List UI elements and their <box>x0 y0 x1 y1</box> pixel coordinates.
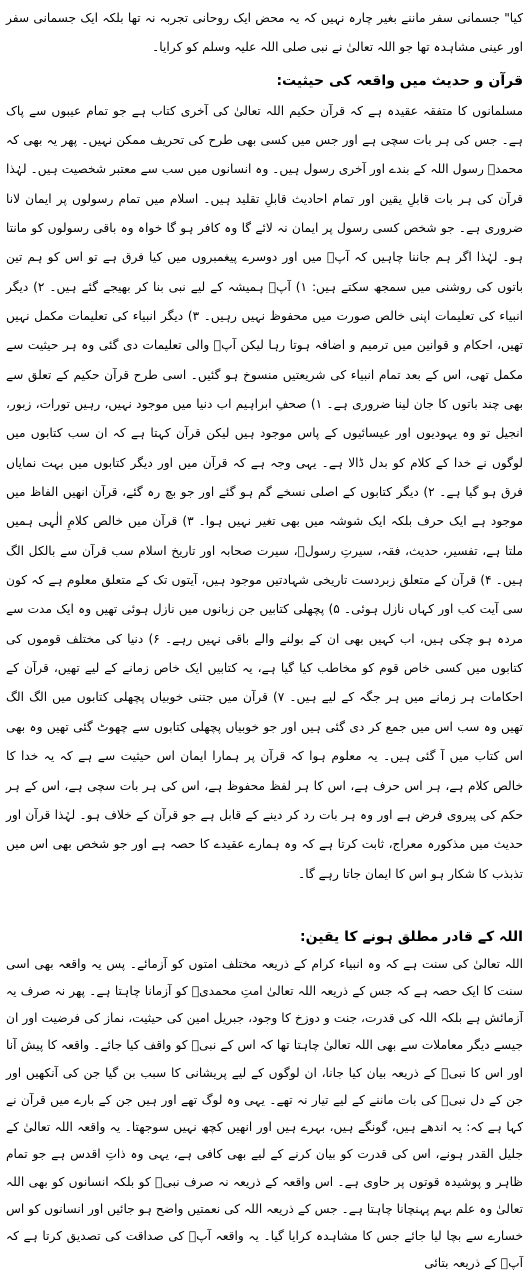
section-body-allah-omnipotent: اللہ تعالیٰ کی سنت ہے کہ وہ انبیاء کرام کے ذریعہ مختلف امتوں کو آزمائے۔ پس یہ واقعہ بھی اسی سنت کا ایک حصہ ہے کہ جس کے ذریعہ اللہ تعالیٰ امتِ محمدیؐ کو آزمانا چاہتا ہے۔ پھر نہ صرف یہ آزمائش ہے بلکہ اللہ کی قدرت، جنت و دوزخ کا وجود، جبریل امین کی حیثیت، نماز کی فرضیت اور ان جیسے دیگر معاملات سے بھی اللہ تعالیٰ چاہتا تھا کہ اس کے نبیؐ کو واقف کیا جائے۔ واقعہ کا پیش آنا اور اس کا نبیؐ کے ذریعہ بیان کیا جانا، ان لوگوں کے لیے پریشانی کا سبب بن گیا جن کی آنکھیں اور جن کے دل نبیؐ کی بات ماننے کے لیے تیار نہ تھے۔ یہی وہ لوگ تھے اور ہیں جن کے بارے میں قرآن نے کہا ہے کہ: یہ اندھے ہیں، گونگے ہیں، بہرے ہیں اور انھیں کچھ نہیں سوجھتا۔ یہ واقعہ اللہ تعالیٰ کے جلیل القدر ہونے، اس کی قدرت کو بیان کرنے کے لیے بھی کافی ہے، یہی وہ ذاتِ اقدس ہے جو تمام ظاہر و پوشیدہ قوتوں پر حاوی ہے۔ اس واقعہ کے ذریعہ نہ صرف نبیؐ کو بلکہ انسانوں کو بھی اللہ تعالیٰ وہ علم بہم پہنچانا چاہتا ہے۔ جس کے ذریعہ اللہ کی نعمتیں واضح ہو جائیں اور انسانوں کو اس خسارے سے بچا لیا جائے جس کا مشاہدہ کرایا گیا۔ یہ واقعہ آپؐ کی صداقت کی تصدیق کرتا ہے کہ آپؐ کے ذریعہ بتائی <box>6 956 523 1271</box>
section-body-quran-hadith: مسلمانوں کا متفقہ عقیدہ ہے کہ قرآن حکیم اللہ تعالیٰ کی آخری کتاب ہے جو تمام عیبوں سے پاک ہے۔ جس کی ہر بات سچی ہے اور جس میں کسی بھی طرح کی تحریف ممکن نہیں۔ پھر یہ بھی کہ محمدؐ رسول اللہ کے بندے اور آخری رسول ہیں۔ وہ انسانوں میں سب سے معتبر شخصیت ہیں۔ لہٰذا قرآن کی ہر بات قابلِ یقین اور تمام احادیث قابلِ تقلید ہیں۔ اسلام میں تمام رسولوں پر ایمان لانا ضروری ہے۔ جو شخص کسی رسول پر ایمان نہ لائے گا وہ کافر ہو گا خواہ وہ باقی رسولوں کو مانتا ہو۔ لہٰذا اگر ہم جاننا چاہیں کہ آپؐ میں اور دوسرے پیغمبروں میں کیا فرق ہے تو اس کو ہم تین باتوں کی روشنی میں سمجھ سکتے ہیں: ۱) آپؐ ہمیشہ کے لیے نبی بنا کر بھیجے گئے ہیں۔ ۲) دیگر انبیاء کی تعلیمات اپنی خالص صورت میں محفوظ نہیں رہیں۔ ۳) دیگر انبیاء کی تعلیمات مکمل نہیں تھیں، احکام و قوانین میں ترمیم و اضافہ ہوتا رہا لیکن آپؐ والی تعلیمات دی گئی وہ ہر حیثیت سے مکمل تھی، اس کے بعد تمام انبیاء کی شریعتیں منسوخ ہو گئیں۔ اسی طرح قرآن حکیم کے تعلق سے بھی چند باتوں کا جان لینا ضروری ہے۔ ۱) صحفِ ابراہیم اب دنیا میں موجود نہیں، رہیں تورات، زبور، انجیل تو وہ یہودیوں اور عیسائیوں کے پاس موجود ہیں لیکن قرآن کہتا ہے کہ ان سب کتابوں میں لوگوں نے خدا کے کلام کو بدل ڈالا ہے۔ یہی وجہ ہے کہ قرآن میں اور دیگر کتابوں میں بہت نمایاں فرق ہو گیا ہے۔ ۲) دیگر کتابوں کے اصلی نسخے گم ہو گئے اور جو بچ رہ گئے، قرآن انھیں الفاظ میں موجود ہے ایک حرف بلکہ ایک شوشہ میں بھی تغیر نہیں ہوا۔ ۳) قرآن میں خالص کلامِ الٰہی ہمیں ملتا ہے، تفسیر، حدیث، فقہ، سیرتِ رسولؐ، سیرت صحابہ اور تاریخ اسلام سب قرآن سے بالکل الگ ہیں۔ ۴) قرآن کے متعلق زبردست تاریخی شہادتیں موجود ہیں، آیتوں تک کے متعلق معلوم ہے کہ کون سی آیت کب اور کہاں نازل ہوئی۔ ۵) پچھلی کتابیں جن زبانوں میں نازل ہوئی تھیں وہ ایک مدت سے مردہ ہو چکی ہیں، اب کہیں بھی ان کے بولنے والے باقی نہیں رہے۔ ۶) دنیا کی مختلف قوموں کی کتابوں میں کسی خاص قوم کو مخاطب کیا گیا ہے، یہ کتابیں ایک خاص زمانے کے لیے تھیں، قرآن کے احکامات ہر زمانے میں ہر جگہ کے لیے ہیں۔ ۷) قرآن میں جتنی خوبیاں پچھلی کتابوں میں الگ الگ تھیں وہ سب اس میں جمع کر دی گئی ہیں اور جو خوبیاں پچھلی کتابوں سے چھوٹ گئی تھیں وہ بھی اس کتاب میں آ گئی ہیں۔ یہ معلوم ہوا کہ قرآن پر ہمارا ایمان اس حیثیت سے ہے کہ یہ خدا کا خالص کلام ہے، ہر اس حرف ہے، اس کا ہر لفظ محفوظ ہے، اس کی ہر بات سچی ہے، اس کے ہر حکم کی پیروی فرض ہے اور وہ ہر بات رد کر دینے کے قابل ہے جو قرآن کے خلاف ہو۔ لہٰذا قرآن اور حدیث میں مذکورہ معراج، ثابت کرتا ہے کہ وہ ہمارے عقیدے کا حصہ ہے اور جو شخص بھی اس میں تذبذب کا شکار ہو اس کا ایمان جاتا رہے گا۔ <box>6 103 524 881</box>
section-spacer <box>6 889 523 925</box>
section-heading-allah-omnipotent: اللہ کے قادر مطلق ہونے کا یقین: <box>300 928 523 945</box>
section-heading-quran-hadith: قرآن و حدیث میں واقعہ کی حیثیت: <box>276 72 523 89</box>
intro-paragraph: کیا" جسمانی سفر ماننے بغیر چارہ نہیں کہ یہ محض ایک روحانی تجربہ نہ تھا بلکہ ایک جسمانی سفر اور عینی مشاہدہ تھا جو اللہ تعالیٰ نے نبی صلی اللہ علیہ وسلم کو کرایا۔ <box>6 11 523 55</box>
